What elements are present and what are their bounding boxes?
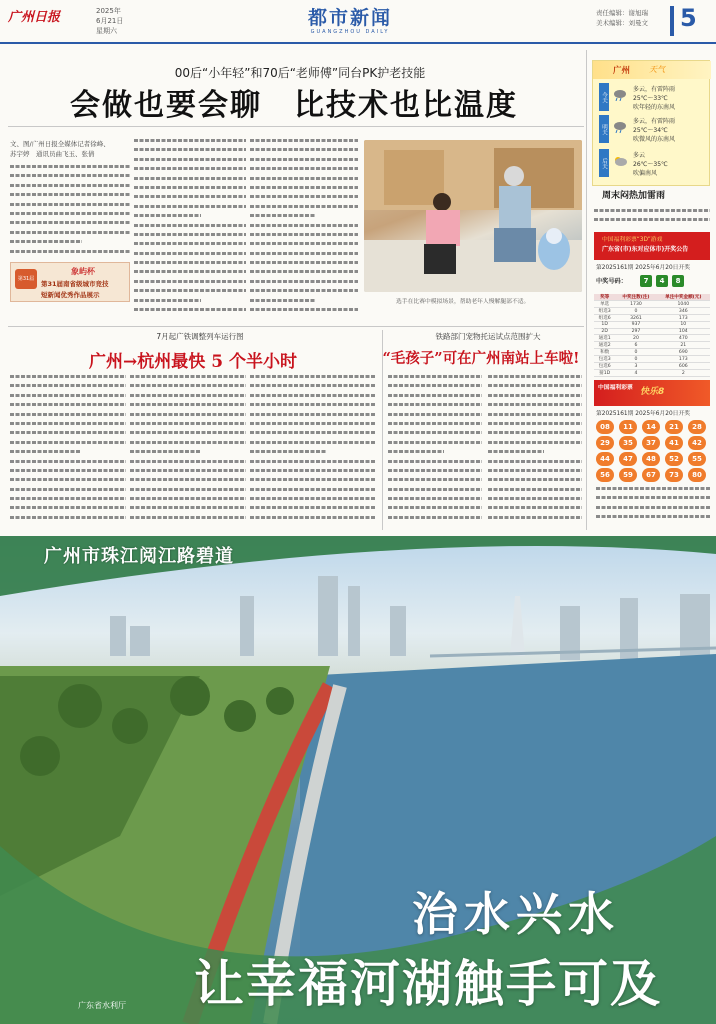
text-line — [134, 286, 246, 295]
ad-title: 象屿杯 — [71, 267, 95, 276]
text-line — [134, 230, 246, 239]
table-cell: 3261 — [615, 315, 656, 322]
text-line — [594, 215, 710, 224]
text-line — [134, 239, 246, 248]
kuaile8-ball: 35 — [619, 436, 637, 450]
table-row — [594, 349, 710, 356]
story2-body-col1 — [10, 372, 126, 530]
text-line — [388, 457, 482, 466]
text-line — [596, 493, 710, 502]
text-line — [134, 155, 246, 164]
table-cell: 猜1D — [594, 370, 615, 377]
text-line — [388, 503, 482, 512]
text-line — [134, 192, 246, 201]
text-line — [250, 428, 376, 437]
text-line — [388, 372, 482, 381]
text-line — [250, 400, 376, 409]
text-line — [134, 267, 246, 276]
text-line — [10, 447, 80, 456]
text-line — [250, 211, 315, 220]
lead-photo — [364, 140, 582, 292]
kuaile8-ball: 14 — [642, 420, 660, 434]
weather-city: 广州 — [613, 66, 631, 76]
editor-credits: 责任编辑：谢旭瑞 美术编辑：刘曼文 — [596, 9, 648, 27]
weather-day: 后天 多云 26℃～35℃ 吹偏南风 — [599, 149, 705, 177]
table-row — [594, 335, 710, 342]
table-row — [594, 363, 710, 370]
kuaile8-header: 中国福利彩票 快乐8 — [594, 380, 710, 406]
text-line — [10, 190, 130, 199]
table-cell: 21 — [657, 342, 710, 349]
text-line — [130, 372, 246, 381]
kuaile8-ball: 28 — [688, 420, 706, 434]
text-line — [250, 136, 358, 145]
text-line — [130, 466, 246, 475]
text-line — [134, 174, 246, 183]
text-line — [388, 494, 482, 503]
text-line — [134, 249, 246, 258]
text-line — [250, 286, 358, 295]
lead-byline: 文、图/广州日报全媒体记者徐峰、 苏宇婷 通讯员曲飞玉、张倩 — [10, 140, 110, 158]
text-line — [388, 381, 482, 390]
text-line — [130, 503, 246, 512]
lottery-table — [594, 294, 710, 377]
table-cell: 0 — [615, 349, 656, 356]
text-line — [388, 428, 482, 437]
text-line — [250, 267, 358, 276]
text-line — [388, 438, 482, 447]
text-line — [250, 221, 358, 230]
text-line — [134, 277, 246, 286]
text-line — [10, 513, 126, 522]
kuaile8-ball: 55 — [688, 452, 706, 466]
text-line — [10, 466, 126, 475]
weather-day: 今天 多云，有雷阵雨 25℃～33℃ 吹年轻的东南风 — [599, 83, 705, 111]
kuaile8-issue: 第2025161期 2025年6月20日开奖 — [596, 411, 691, 417]
story3-body-col1 — [388, 372, 482, 530]
weather-tag: 天气 — [649, 65, 665, 74]
kuaile8-ball: 67 — [642, 468, 660, 482]
table-cell: 297 — [615, 328, 656, 335]
story2-body-col3 — [250, 372, 376, 530]
table-cell: 组选6 — [594, 315, 615, 322]
text-line — [130, 438, 246, 447]
divider — [8, 326, 584, 327]
newspaper-logo: 广州日报 — [8, 10, 61, 25]
text-line — [10, 428, 126, 437]
text-line — [10, 171, 130, 180]
table-cell: 3 — [615, 363, 656, 370]
feature-banner — [0, 536, 716, 1024]
text-line — [130, 485, 246, 494]
table-cell: 937 — [615, 322, 656, 329]
text-line — [10, 438, 126, 447]
table-cell: 0 — [615, 308, 656, 315]
kuaile8-ball: 37 — [642, 436, 660, 450]
kuaile8-ball: 80 — [688, 468, 706, 482]
text-line — [488, 475, 582, 484]
text-line — [130, 381, 246, 390]
table-cell: 2 — [657, 370, 710, 377]
lottery-ball: 7 — [640, 275, 652, 287]
text-line — [250, 485, 376, 494]
text-line — [250, 155, 358, 164]
text-line — [388, 391, 482, 400]
text-line — [134, 258, 246, 267]
kuaile8-ball: 73 — [665, 468, 683, 482]
text-line — [488, 428, 582, 437]
kuaile8-ball: 21 — [665, 420, 683, 434]
text-line — [10, 200, 130, 209]
text-line — [250, 277, 358, 286]
text-line — [130, 447, 200, 456]
text-line — [250, 466, 376, 475]
story3-kicker: 铁路部门宠物托运试点范围扩大 — [435, 332, 541, 341]
divider — [8, 126, 584, 127]
text-line — [388, 466, 482, 475]
kuaile8-ball: 11 — [619, 420, 637, 434]
section-subtitle: GUANGZHOU DAILY — [310, 29, 390, 35]
story2-body-col2 — [130, 372, 246, 530]
table-row — [594, 308, 710, 315]
table-cell: 和数 — [594, 349, 615, 356]
kuaile8-body — [596, 484, 710, 528]
text-line — [10, 228, 130, 237]
text-line — [130, 457, 246, 466]
text-line — [250, 239, 358, 248]
table-row — [594, 356, 710, 363]
text-line — [250, 457, 376, 466]
text-line — [250, 174, 358, 183]
lottery-ball: 4 — [656, 275, 668, 287]
table-cell: 1730 — [615, 301, 656, 308]
text-line — [130, 400, 246, 409]
table-row — [594, 342, 710, 349]
lottery-header: 中国福利彩票“3D”游戏 广东省(市)东对应体市)开奖公告 — [594, 232, 710, 260]
kuaile8-ball: 42 — [688, 436, 706, 450]
text-line — [10, 247, 130, 256]
table-row — [594, 370, 710, 377]
text-line — [388, 513, 482, 522]
text-line — [250, 494, 376, 503]
photo-caption: 选手在比赛中模拟场景，帮助老年人慢解腿部不适。 — [396, 299, 530, 305]
table-cell: 通选1 — [594, 335, 615, 342]
table-row — [594, 322, 710, 329]
text-line — [250, 183, 358, 192]
lead-headline: 会做也要会聊 比技术也比温度 — [70, 88, 518, 123]
cloud-icon — [613, 155, 627, 167]
text-line — [10, 218, 130, 227]
kuaile8-ball: 44 — [596, 452, 614, 466]
feature-slogan-1: 治水兴水 — [412, 887, 620, 941]
text-line — [10, 419, 126, 428]
table-header: 奖等 — [594, 294, 615, 301]
text-line — [250, 258, 358, 267]
lead-body-col2 — [134, 136, 246, 322]
text-line — [10, 372, 126, 381]
weather-day-label: 明天 — [599, 115, 609, 143]
masthead — [0, 0, 716, 44]
text-line — [250, 391, 376, 400]
weather-day: 明天 多云，有雷阵雨 25℃～34℃ 吹微风的东南风 — [599, 115, 705, 143]
text-line — [388, 400, 482, 409]
table-cell: 470 — [657, 335, 710, 342]
weather-footer — [592, 188, 710, 204]
text-line — [596, 503, 710, 512]
section-title: 都市新闻 — [307, 7, 392, 29]
page-bar — [670, 6, 674, 36]
text-line — [10, 400, 126, 409]
issue-date: 2025年 6月21日 星期六 — [96, 7, 124, 35]
text-line — [10, 237, 82, 246]
text-line — [250, 381, 376, 390]
text-line — [488, 494, 582, 503]
feature-department: 广东省水利厅 — [78, 1001, 126, 1010]
text-line — [134, 136, 246, 145]
kuaile8-ball: 29 — [596, 436, 614, 450]
ad-logo: 第31届 — [15, 269, 37, 289]
text-line — [488, 400, 582, 409]
feature-slogan-2: 让幸福河湖触手可及 — [194, 954, 662, 1013]
table-row — [594, 301, 710, 308]
table-cell: 4 — [615, 370, 656, 377]
table-cell: 包选3 — [594, 356, 615, 363]
table-header: 单注中奖金额(元) — [657, 294, 710, 301]
table-header: 中奖注数(注) — [615, 294, 656, 301]
table-cell: 606 — [657, 363, 710, 370]
text-line — [134, 305, 246, 314]
text-line — [10, 181, 130, 190]
text-line — [10, 494, 126, 503]
text-line — [250, 438, 376, 447]
text-line — [250, 372, 376, 381]
text-line — [134, 296, 201, 305]
text-line — [10, 391, 126, 400]
table-cell: 6 — [615, 342, 656, 349]
table-cell: 690 — [657, 349, 710, 356]
weather-summary: 周末闷热加雷雨 — [602, 191, 666, 201]
text-line — [130, 428, 246, 437]
text-line — [134, 221, 246, 230]
text-line — [488, 485, 582, 494]
divider — [586, 50, 587, 530]
kuaile8-ball: 52 — [665, 452, 683, 466]
text-line — [388, 475, 482, 484]
text-line — [250, 410, 376, 419]
table-cell: 2D — [594, 328, 615, 335]
text-line — [134, 145, 246, 154]
text-line — [10, 410, 126, 419]
text-line — [488, 447, 544, 456]
story3-body-col2 — [488, 372, 582, 530]
text-line — [130, 391, 246, 400]
kuaile8-ball: 59 — [619, 468, 637, 482]
ad-box[interactable] — [10, 262, 130, 302]
cloud-rain-icon — [613, 121, 627, 133]
weather-body — [594, 206, 710, 230]
text-line — [250, 202, 358, 211]
ad-line: 短新闻优秀作品展示 — [41, 291, 100, 299]
text-line — [134, 183, 246, 192]
lottery-numbers-label: 中奖号码： — [596, 278, 627, 285]
table-cell: 单选 — [594, 301, 615, 308]
text-line — [134, 202, 246, 211]
kuaile8-ball: 08 — [596, 420, 614, 434]
text-line — [250, 296, 315, 305]
text-line — [488, 503, 582, 512]
text-line — [488, 410, 582, 419]
text-line — [130, 419, 246, 428]
text-line — [388, 485, 482, 494]
text-line — [134, 211, 201, 220]
table-cell: 1040 — [657, 301, 710, 308]
text-line — [250, 249, 358, 258]
table-cell: 10 — [657, 322, 710, 329]
text-line — [130, 410, 246, 419]
text-line — [488, 372, 582, 381]
text-line — [488, 381, 582, 390]
text-line — [250, 192, 358, 201]
text-line — [10, 381, 126, 390]
text-line — [594, 206, 710, 215]
table-cell: 0 — [615, 356, 656, 363]
table-cell: 组选3 — [594, 308, 615, 315]
text-line — [10, 457, 126, 466]
lead-body-col3 — [250, 136, 358, 322]
text-line — [250, 305, 358, 314]
text-line — [250, 419, 376, 428]
text-line — [250, 503, 376, 512]
table-cell: 104 — [657, 328, 710, 335]
text-line — [250, 164, 358, 173]
text-line — [250, 230, 358, 239]
lead-body-col1 — [10, 162, 130, 258]
text-line — [596, 484, 710, 493]
table-row — [594, 328, 710, 335]
table-cell: 20 — [615, 335, 656, 342]
feature-title: 广州市珠江阅江路碧道 — [44, 546, 234, 567]
text-line — [388, 447, 444, 456]
text-line — [488, 466, 582, 475]
text-line — [250, 447, 326, 456]
lead-kicker: 00后“小年轻”和70后“老师傅”同台PK护老技能 — [174, 66, 426, 80]
text-line — [488, 513, 582, 522]
kuaile8-ball: 47 — [619, 452, 637, 466]
text-line — [10, 209, 130, 218]
text-line — [130, 475, 246, 484]
text-line — [488, 457, 582, 466]
text-line — [388, 419, 482, 428]
table-row — [594, 315, 710, 322]
lottery-issue: 第2025161期 2025年6月20日开奖 — [596, 265, 691, 271]
table-cell: 通选2 — [594, 342, 615, 349]
weather-panel — [592, 60, 710, 186]
kuaile8-ball: 56 — [596, 468, 614, 482]
table-cell: 173 — [657, 315, 710, 322]
story3-headline: “毛孩子”可在广州南站上车啦! — [382, 350, 580, 367]
text-line — [388, 410, 482, 419]
kuaile8-logo: 快乐8 — [640, 387, 665, 397]
table-cell: 包选6 — [594, 363, 615, 370]
weather-header — [593, 61, 711, 79]
page-number: 5 — [680, 4, 697, 32]
text-line — [596, 512, 710, 521]
text-line — [134, 164, 246, 173]
text-line — [488, 391, 582, 400]
text-line — [488, 438, 582, 447]
table-cell: 173 — [657, 356, 710, 363]
cloud-rain-icon — [613, 89, 627, 101]
text-line — [10, 162, 130, 171]
text-line — [130, 513, 246, 522]
text-line — [10, 475, 126, 484]
table-cell: 346 — [657, 308, 710, 315]
weather-day-label: 后天 — [599, 149, 609, 177]
story2-headline: 广州→杭州最快 5 个半小时 — [89, 352, 297, 372]
weather-day-label: 今天 — [599, 83, 609, 111]
text-line — [488, 419, 582, 428]
kuaile8-ball: 48 — [642, 452, 660, 466]
text-line — [250, 145, 358, 154]
text-line — [250, 475, 376, 484]
kuaile8-ball: 41 — [665, 436, 683, 450]
lottery-ball: 8 — [672, 275, 684, 287]
text-line — [10, 503, 126, 512]
text-line — [130, 494, 246, 503]
ad-line: 第31届南省级城市竞技 — [41, 280, 109, 288]
table-cell: 1D — [594, 322, 615, 329]
text-line — [10, 485, 126, 494]
story2-kicker: 7月起广铁调整列车运行图 — [156, 332, 244, 341]
text-line — [250, 513, 376, 522]
